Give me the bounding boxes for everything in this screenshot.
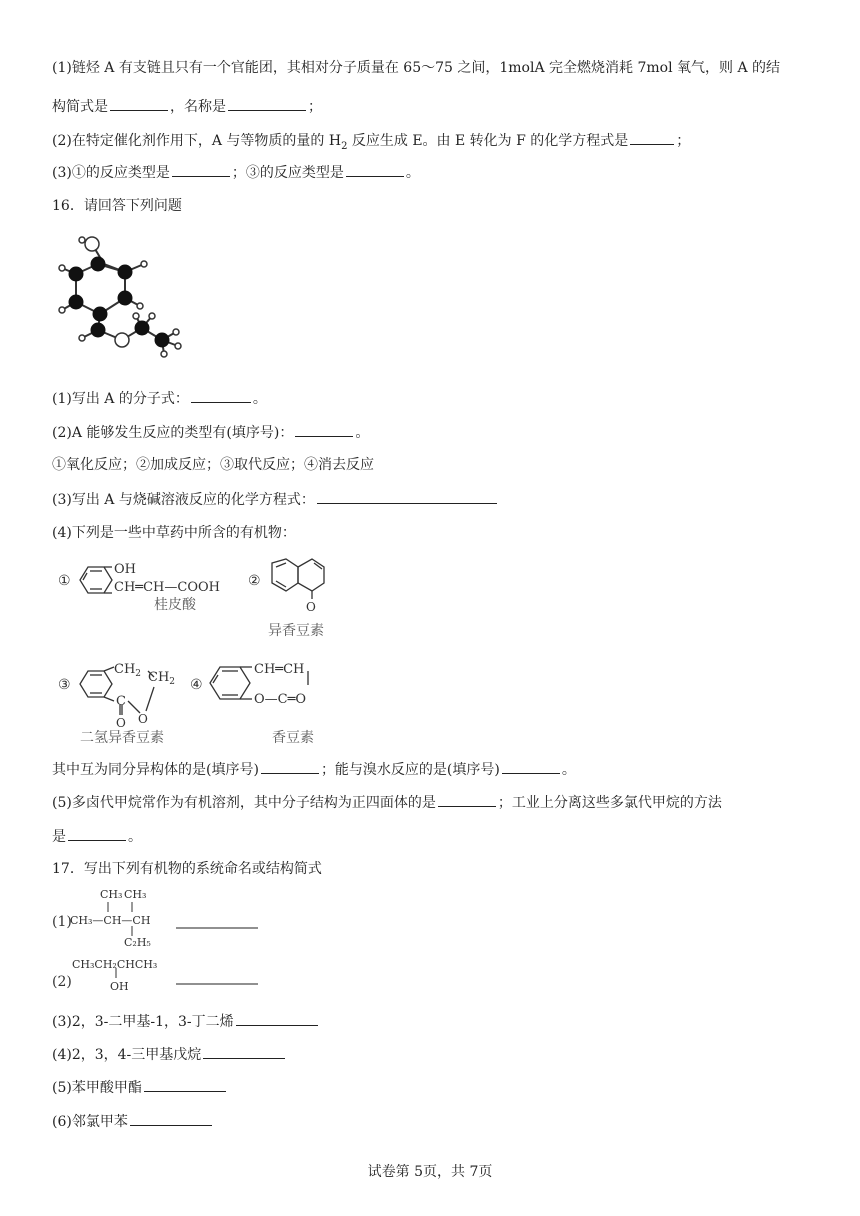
compound-2-carbonyl-o: O [306,600,316,614]
answer-blank[interactable] [130,1111,212,1126]
compound-3-ring-o: O [138,712,148,726]
q16-part4-answers: 其中互为同分异构体的是(填序号) ；能与溴水反应的是(填序号) 。 [52,759,576,780]
q16-title: 16．请回答下列问题 [52,198,182,214]
answer-blank[interactable] [630,130,674,145]
compound-1-name: 桂皮酸 [154,597,196,613]
q17-item6: (6)邻氯甲苯 [52,1111,214,1132]
q15-part1-line2: 构简式是 ，名称是 ； [52,96,322,117]
compound-2-name: 异香豆素 [268,623,324,639]
compound-3-ch2-right: $CH_2$ [148,670,176,687]
q17-title: 17．写出下列有机物的系统命名或结构简式 [52,861,322,877]
answer-blank[interactable] [144,1077,226,1092]
q17-1-ch3-right: CH₃ [124,888,147,901]
compound-4-name: 香豆素 [272,730,314,746]
q17-item4: (4)2，3，4-三甲基戊烷 [52,1044,287,1065]
q16-part1: (1)写出 A 的分子式： 。 [52,388,267,409]
answer-blank[interactable] [172,162,230,177]
compound-4-number: ④ [190,677,203,693]
answer-blank[interactable] [191,388,251,403]
compound-3-carbonyl-o: O [116,716,126,730]
q17-1-ch3-left: CH₃ [100,888,123,901]
compound-1-number: ① [58,573,71,589]
compound-3-c: C [116,694,126,709]
compound-3-name: 二氢异香豆素 [80,730,164,746]
q17-1-label: (1) [52,914,72,930]
compound-3-number: ③ [58,677,71,693]
q17-2-oh: OH [110,980,129,993]
q15-part3: (3)①的反应类型是 ；③的反应类型是 。 [52,162,420,183]
compound-1-chain: CH═CH—COOH [114,580,220,595]
q17-2-label: (2) [52,974,72,990]
compound-4-ester: O—C═O [254,692,307,707]
q16-part4: (4)下列是一些中草药中所含的有机物： [52,525,296,541]
answer-blank[interactable] [317,489,497,504]
q16-options: ①氧化反应；②加成反应；③取代反应；④消去反应 [52,457,374,473]
q17-1-c2h5: C₂H₅ [124,936,151,949]
answer-blank[interactable] [68,826,126,841]
answer-blank[interactable] [261,759,319,774]
answer-blank[interactable] [228,96,306,111]
answer-blank[interactable] [502,759,560,774]
q17-1-main-chain: CH₃—CH—CH [70,914,151,927]
q17-item3: (3)2，3-二甲基-1，3-丁二烯 [52,1011,320,1032]
benzene-ring [80,567,112,593]
answer-blank[interactable] [295,422,353,437]
compound-2-number: ② [248,573,261,589]
q16-part3: (3)写出 A 与烧碱溶液反应的化学方程式： [52,489,499,510]
answer-blank[interactable] [110,96,168,111]
isocoumarin-rings [272,559,324,599]
q17-structures [52,884,282,994]
page-footer: 试卷第 5页，共 7页 [367,1164,493,1180]
q16-part5-line2: 是 。 [52,826,142,847]
answer-blank[interactable] [203,1044,285,1059]
q15-part2: (2)在特定催化剂作用下，A 与等物质的量的 $H_2$ 反应生成 E。由 E 转化为 F 的化学方程式是 ； [52,130,690,157]
q15-part1-line1: (1)链烃 A 有支链且只有一个官能团，其相对分子质量在 65～75 之间，1molA 完全燃烧消耗 7mol 氧气，则 A 的结 [52,60,781,76]
answer-blank[interactable] [438,792,496,807]
q16-part5-line1: (5)多卤代甲烷常作为有机溶剂，其中分子结构为正四面体的是 ；工业上分离这些多氯代甲烷的方法 [52,792,722,813]
q17-2-main-chain: CH₃CH₂CHCH₃ [72,958,158,971]
q17-item5: (5)苯甲酸甲酯 [52,1077,228,1098]
q16-part2: (2)A 能够发生反应的类型有(填序号)： 。 [52,422,369,443]
compound-4-chch: CH═CH [254,662,305,677]
compound-3-ch2-left: $CH_2$ [114,662,142,679]
answer-blank[interactable] [346,162,404,177]
ball-and-stick-model [52,228,202,358]
compound-structures [50,555,370,750]
answer-blank[interactable] [236,1011,318,1026]
compound-1-oh: OH [114,562,136,577]
